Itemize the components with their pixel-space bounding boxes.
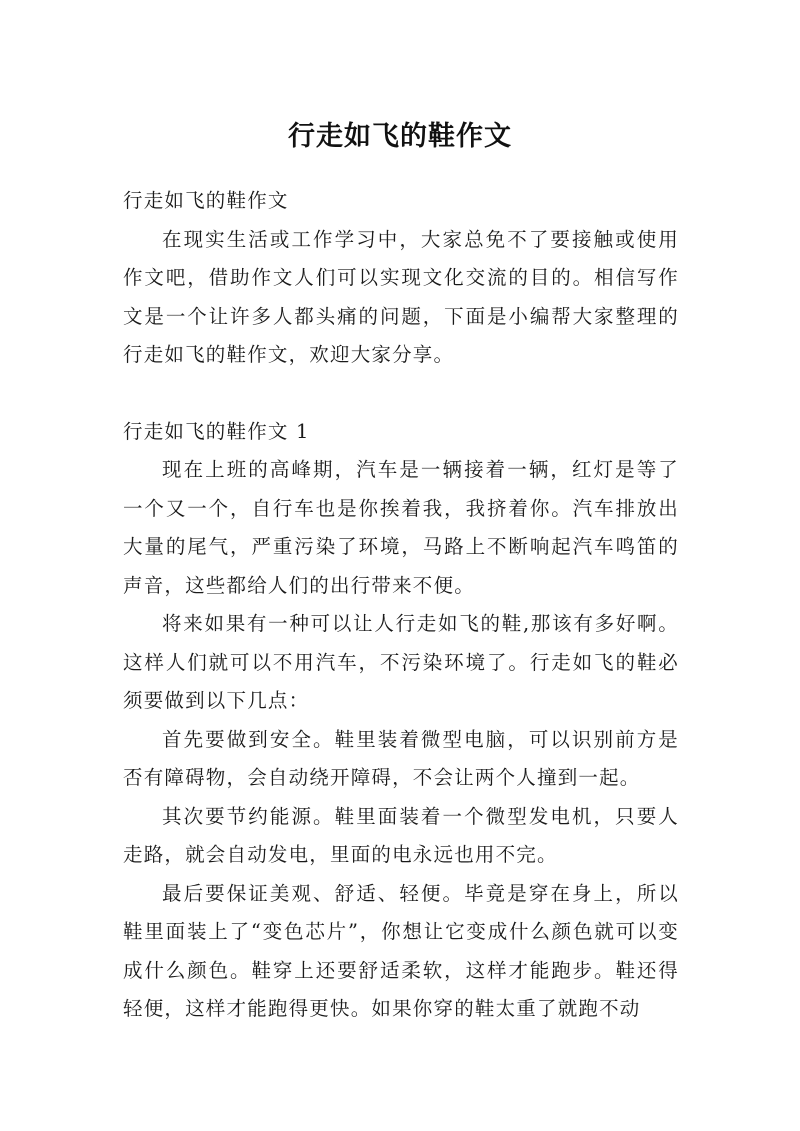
essay-heading: 行走如飞的鞋作文 1 (123, 419, 310, 443)
essay-paragraph-4: 其次要节约能源。鞋里面装着一个微型发电机，只要人走路，就会自动发电，里面的电永远也用不完。 (123, 804, 679, 866)
essay-paragraph-3: 首先要做到安全。鞋里装着微型电脑，可以识别前方是否有障碍物，会自动绕开障碍，不会让两个人撞到一起。 (123, 727, 679, 789)
page-title: 行走如飞的鞋作文 (288, 121, 512, 153)
section-spacer (123, 375, 679, 413)
essay-paragraph-5: 最后要保证美观、舒适、轻便。毕竟是穿在身上，所以鞋里面装上了“变色芯片”，你想让它变成什么颜色就可以变成什么颜色。鞋穿上还要舒适柔软，这样才能跑步。鞋还得轻便，这样才能跑得更快。如果你穿的鞋太重了就跑不动 (123, 881, 679, 1020)
essay-paragraph-2: 将来如果有一种可以让人行走如飞的鞋,那该有多好啊。这样人们就可以不用汽车，不污染环境了。行走如飞的鞋必须要做到以下几点： (123, 612, 679, 712)
intro-paragraph: 在现实生活或工作学习中，大家总免不了要接触或使用作文吧，借助作文人们可以实现文化交流的目的。相信写作文是一个让许多人都头痛的问题，下面是小编帮大家整理的行走如飞的鞋作文，欢迎大家分享。 (123, 227, 679, 366)
essay-paragraph-1: 现在上班的高峰期，汽车是一辆接着一辆，红灯是等了一个又一个，自行车也是你挨着我，我挤着你。汽车排放出大量的尾气，严重污染了环境，马路上不断响起汽车鸣笛的声音，这些都给人们的出行带来不便。 (123, 458, 679, 597)
document-body (123, 182, 679, 1029)
intro-heading: 行走如飞的鞋作文 (123, 189, 289, 212)
